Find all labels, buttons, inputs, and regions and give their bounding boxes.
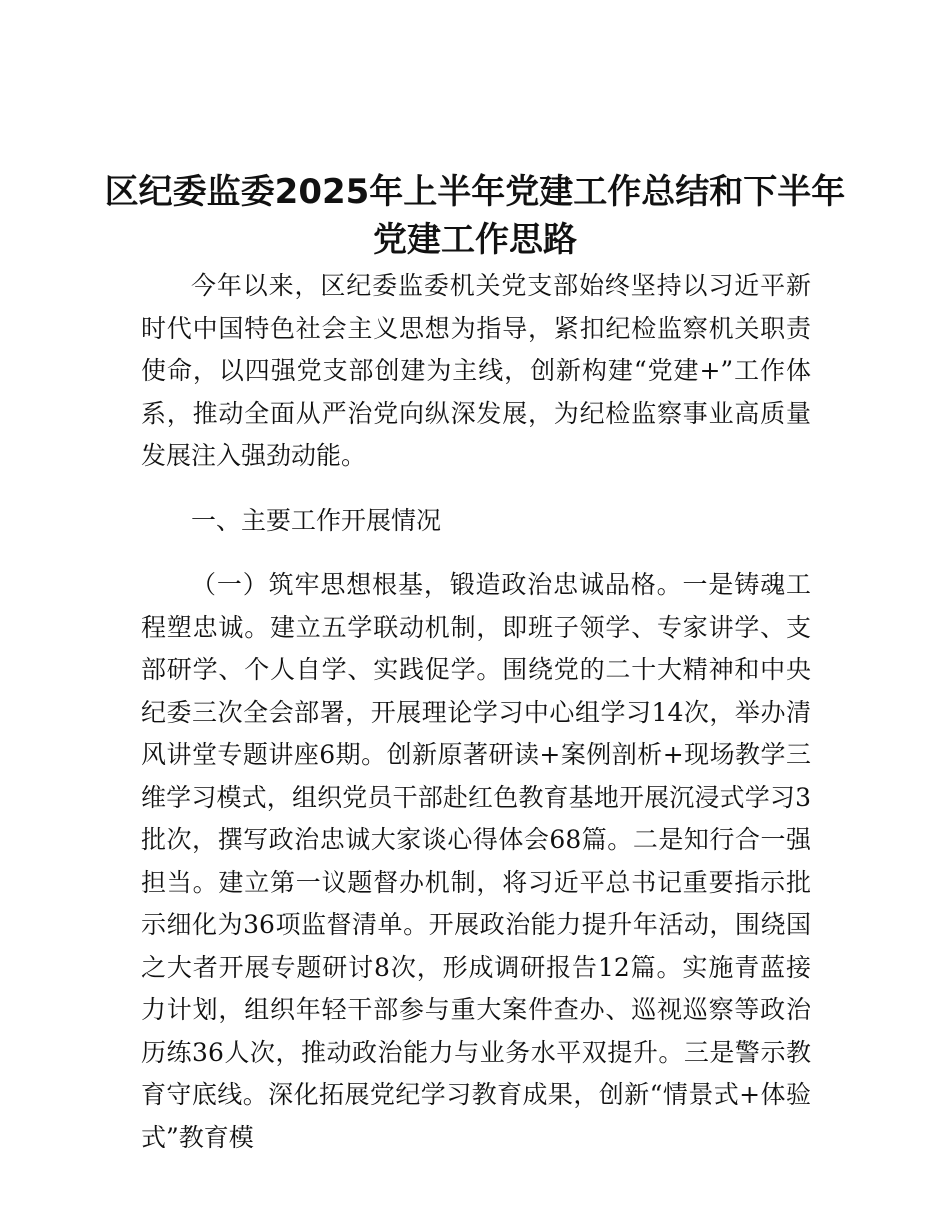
section-paragraph: （一）筑牢思想根基，锻造政治忠诚品格。一是铸魂工程塑忠诚。建立五学联动机制，即班子领学、专家讲学、支部研学、个人自学、实践促学。围绕党的二十大精神和中央纪委三次全会部署，开展理论学习中心组学习14次，举办清风讲堂专题讲座6期。创新原著研读+案例剖析+现场教学三维学习模式，组织党员干部赴红色教育基地开展沉浸式学习3批次，撰写政治忠诚大家谈心得体会68篇。二是知行合一强担当。建立第一议题督办机制，将习近平总书记重要指示批示细化为36项监督清单。开展政治能力提升年活动，围绕国之大者开展专题研讨8次，形成调研报告12篇。实施青蓝接力计划，组织年轻干部参与重大案件查办、巡视巡察等政治历练36人次，推动政治能力与业务水平双提升。三是警示教育守底线。深化拓展党纪学习教育成果，创新“情景式+体验式”教育模 bbox=[141, 570, 811, 1152]
document-title: 区纪委监委2025年上半年党建工作总结和下半年党建工作思路 bbox=[104, 172, 846, 260]
section-heading: 一、主要工作开展情况 bbox=[191, 505, 442, 535]
intro-paragraph: 今年以来，区纪委监委机关党支部始终坚持以习近平新时代中国特色社会主义思想为指导，紧扣纪检监察机关职责使命，以四强党支部创建为主线，创新构建“党建+”工作体系，推动全面从严治党向纵深发展，为纪检监察事业高质量发展注入强劲动能。 bbox=[141, 271, 811, 470]
document-body bbox=[141, 265, 811, 1159]
